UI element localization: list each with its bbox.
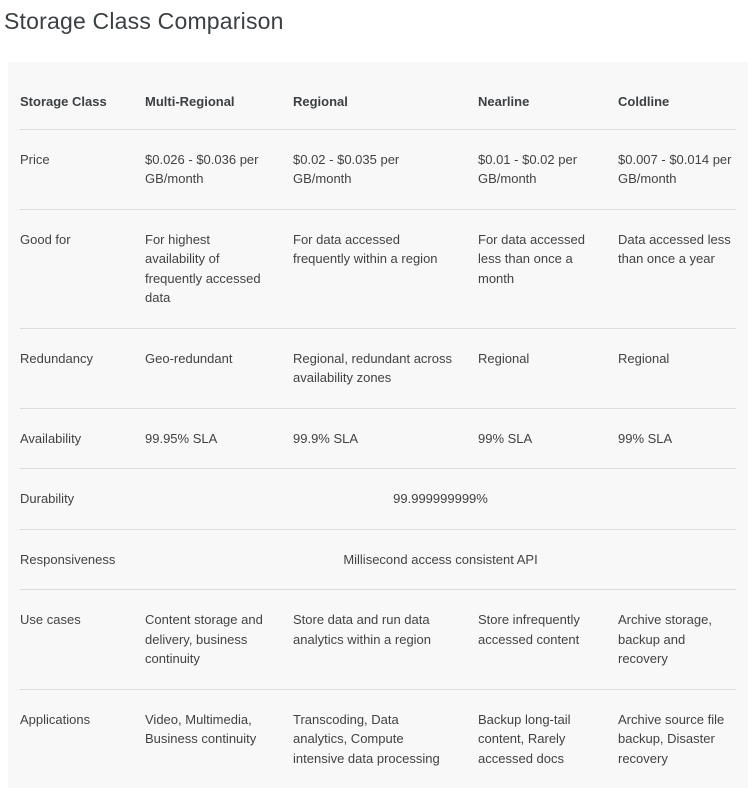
table-cell: $0.007 - $0.014 per GB/month [618,130,736,209]
table-cell: $0.01 - $0.02 per GB/month [478,130,618,209]
storage-class-comparison-table [8,62,748,788]
table-cell: For data accessed frequently within a region [293,210,478,289]
column-header: Regional [293,62,478,129]
row-label: Durability [20,469,145,529]
table-cell: Regional [618,329,736,389]
table-row [20,529,736,590]
table-cell: 99% SLA [478,409,618,469]
table-cell: $0.02 - $0.035 per GB/month [293,130,478,209]
table-row [20,209,736,328]
table-cell: Data accessed less than once a year [618,210,736,289]
table-header-row [20,62,736,129]
table-cell: Archive source file backup, Disaster recovery [618,690,736,788]
table-row [20,589,736,689]
column-header: Storage Class [20,62,145,129]
table-row [20,689,736,788]
table-cell: $0.026 - $0.036 per GB/month [145,130,293,209]
row-label: Availability [20,409,145,469]
row-label: Responsiveness [20,530,145,590]
row-label: Redundancy [20,329,145,389]
row-label: Price [20,130,145,190]
table-cell: For highest availability of frequently accessed data [145,210,293,328]
row-span-value: Millisecond access consistent API [145,530,736,590]
table-row [20,408,736,469]
row-label: Use cases [20,590,145,650]
table-cell: Regional [478,329,618,389]
table-row [20,129,736,209]
row-span-value: 99.999999999% [145,469,736,529]
table-cell: Transcoding, Data analytics, Compute intensive data processing [293,690,478,788]
table-cell: Regional, redundant across availability zones [293,329,478,408]
table-row [20,468,736,529]
table-cell: 99% SLA [618,409,736,469]
column-header: Nearline [478,62,618,129]
table-cell: Store data and run data analytics within a region [293,590,478,669]
table-cell: 99.95% SLA [145,409,293,469]
column-header: Multi-Regional [145,62,293,129]
table-row [20,328,736,408]
table-cell: Store infrequently accessed content [478,590,618,669]
row-label: Good for [20,210,145,270]
table-cell: Backup long-tail content, Rarely accessed docs [478,690,618,788]
column-header: Coldline [618,62,736,129]
table-cell: Video, Multimedia, Business continuity [145,690,293,769]
row-label: Applications [20,690,145,750]
table-cell: Geo-redundant [145,329,293,389]
table-cell: Archive storage, backup and recovery [618,590,736,689]
page-title: Storage Class Comparison [0,0,748,35]
table-cell: Content storage and delivery, business continuity [145,590,293,689]
table-cell: 99.9% SLA [293,409,478,469]
table-cell: For data accessed less than once a month [478,210,618,309]
table-body [20,129,736,788]
